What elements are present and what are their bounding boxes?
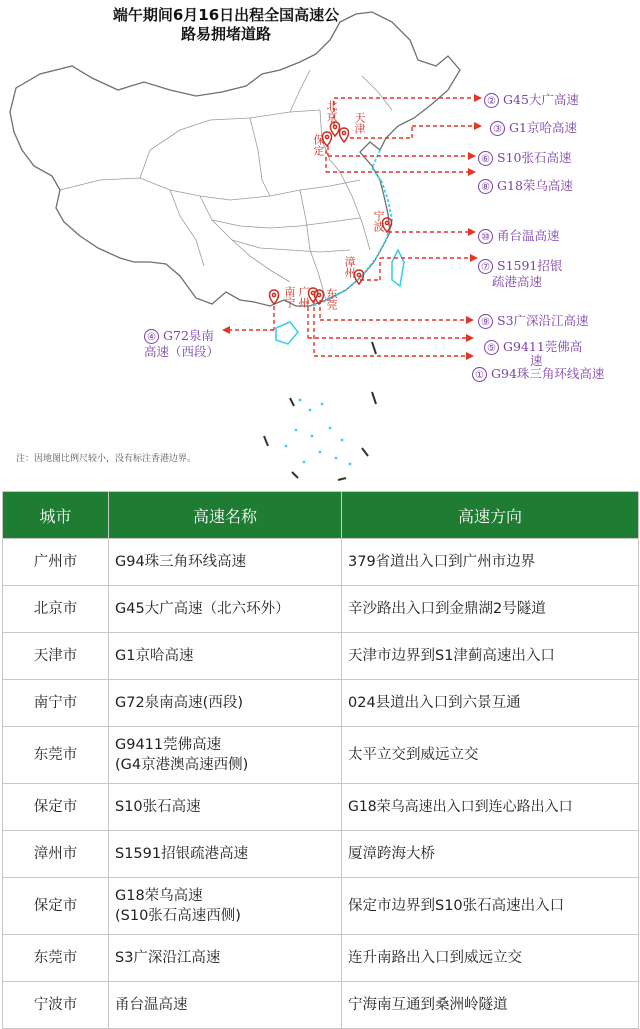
table-row (3, 982, 639, 1029)
highway-name: G9411莞佛高 (503, 339, 583, 354)
highway-label-2 (484, 92, 579, 108)
cell-road-line1: G94珠三角环线高速 (115, 554, 247, 570)
highway-number: ⑩ (478, 229, 493, 244)
city-label-baoding: 保定 (312, 134, 325, 156)
header-direction: 高速方向 (342, 492, 639, 539)
cell-road-line1: G72泉南高速(西段) (115, 695, 244, 711)
highway-number: ① (472, 367, 487, 382)
table-row (3, 539, 639, 586)
connectors (230, 98, 474, 356)
highway-name-line2: 速 (530, 353, 543, 368)
cell-city: 东莞市 (3, 727, 109, 784)
highway-label-1 (472, 366, 604, 382)
cell-direction: 辛沙路出入口到金鼎湖2号隧道 (342, 586, 639, 633)
map-title-line1: 端午期间6月16日出程全国高速公 (112, 6, 340, 24)
highway-label-7 (478, 258, 562, 290)
map-title (96, 6, 356, 44)
table-row (3, 784, 639, 831)
highway-number: ⑤ (484, 340, 499, 355)
taiwan (392, 250, 404, 286)
cell-road (109, 935, 342, 982)
cell-road (109, 982, 342, 1029)
city-label-ningbo: 宁波 (372, 210, 385, 232)
city-label-beijing: 北京 (325, 100, 338, 122)
header-city: 城市 (3, 492, 109, 539)
cell-road (109, 633, 342, 680)
city-label-zhangzhou: 漳州 (343, 256, 356, 278)
highway-name: G18荣乌高速 (497, 178, 573, 193)
cell-city: 漳州市 (3, 831, 109, 878)
cell-city: 宁波市 (3, 982, 109, 1029)
cell-road-line1: S3广深沿江高速 (115, 950, 221, 966)
highway-name: G72泉南 (163, 328, 214, 343)
highway-name: S3广深沿江高速 (497, 313, 589, 328)
cell-road (109, 831, 342, 878)
highway-name: G1京哈高速 (509, 120, 577, 135)
cell-road-line2: (S10张石高速西侧) (115, 908, 241, 924)
city-label-nanning: 南宁 (283, 286, 296, 308)
nine-dash-line (264, 342, 376, 480)
cell-road (109, 878, 342, 935)
cell-road-line1: S10张石高速 (115, 799, 201, 815)
table-row (3, 633, 639, 680)
cell-direction: 379省道出入口到广州市边界 (342, 539, 639, 586)
highway-number: ⑦ (478, 259, 493, 274)
header-highway-name: 高速名称 (109, 492, 342, 539)
map-note: 注：因地图比例尺较小，没有标注香港边界。 (16, 454, 197, 464)
cell-city: 南宁市 (3, 680, 109, 727)
highway-label-9 (478, 313, 589, 329)
cell-direction: 太平立交到威远立交 (342, 727, 639, 784)
highway-number: ④ (144, 329, 159, 344)
table-row (3, 878, 639, 935)
cell-city: 北京市 (3, 586, 109, 633)
cell-road-line1: G1京哈高速 (115, 648, 194, 664)
highway-name: G94珠三角环线高速 (491, 366, 605, 381)
congestion-table (2, 491, 639, 1029)
highway-number: ⑥ (478, 151, 493, 166)
highway-label-6 (478, 150, 571, 166)
cell-direction: 保定市边界到S10张石高速出入口 (342, 878, 639, 935)
cell-direction: G18荣乌高速出入口到连心路出入口 (342, 784, 639, 831)
cell-road (109, 680, 342, 727)
china-map (0, 0, 640, 488)
map-graphic (0, 0, 640, 488)
highway-label-3 (490, 120, 577, 136)
highway-label-4 (144, 328, 219, 360)
cell-direction: 天津市边界到S1津蓟高速出入口 (342, 633, 639, 680)
table-row (3, 586, 639, 633)
cell-road-line2: (G4京港澳高速西侧) (115, 757, 249, 773)
cell-direction: 宁海南互通到桑洲岭隧道 (342, 982, 639, 1029)
highway-name-line2: 高速（西段） (144, 344, 220, 359)
table-row (3, 680, 639, 727)
city-label-tianjin: 天津 (353, 112, 366, 134)
cell-city: 天津市 (3, 633, 109, 680)
highway-label-5 (484, 339, 582, 367)
cell-road-line1: G45大广高速（北六环外） (115, 601, 290, 617)
highway-name: S10张石高速 (497, 150, 572, 165)
cell-road (109, 784, 342, 831)
cell-city: 东莞市 (3, 935, 109, 982)
cell-road (109, 727, 342, 784)
highway-number: ⑧ (478, 179, 493, 194)
cell-direction: 厦漳跨海大桥 (342, 831, 639, 878)
cell-road (109, 586, 342, 633)
table-row (3, 935, 639, 982)
city-label-guangzhou: 广州 (297, 286, 310, 308)
table-row (3, 727, 639, 784)
highway-number: ⑨ (478, 314, 493, 329)
cell-city: 保定市 (3, 784, 109, 831)
cell-road-line1: G18荣乌高速 (115, 888, 203, 904)
cell-road (109, 539, 342, 586)
cell-road-line1: G9411莞佛高速 (115, 737, 222, 753)
table-header-row (3, 492, 639, 539)
highway-label-8 (478, 178, 573, 194)
highway-label-10 (478, 228, 560, 244)
highway-name: S1591招银 (497, 258, 563, 273)
highway-name: G45大广高速 (503, 92, 579, 107)
cell-city: 保定市 (3, 878, 109, 935)
cell-road-line1: 甬台温高速 (115, 997, 188, 1013)
cell-direction: 连升南路出入口到威远立交 (342, 935, 639, 982)
cell-road-line1: S1591招银疏港高速 (115, 846, 249, 862)
highway-number: ③ (490, 121, 505, 136)
hainan (276, 322, 298, 344)
cell-direction: 024县道出入口到六景互通 (342, 680, 639, 727)
highway-name-line2: 疏港高速 (492, 274, 543, 289)
south-sea-islands (285, 399, 352, 466)
highway-number: ② (484, 93, 499, 108)
city-label-dongguan: 东莞 (325, 288, 338, 310)
highway-name: 甬台温高速 (497, 228, 560, 243)
cell-city: 广州市 (3, 539, 109, 586)
table-row (3, 831, 639, 878)
map-title-line2: 路易拥堵道路 (180, 25, 271, 43)
